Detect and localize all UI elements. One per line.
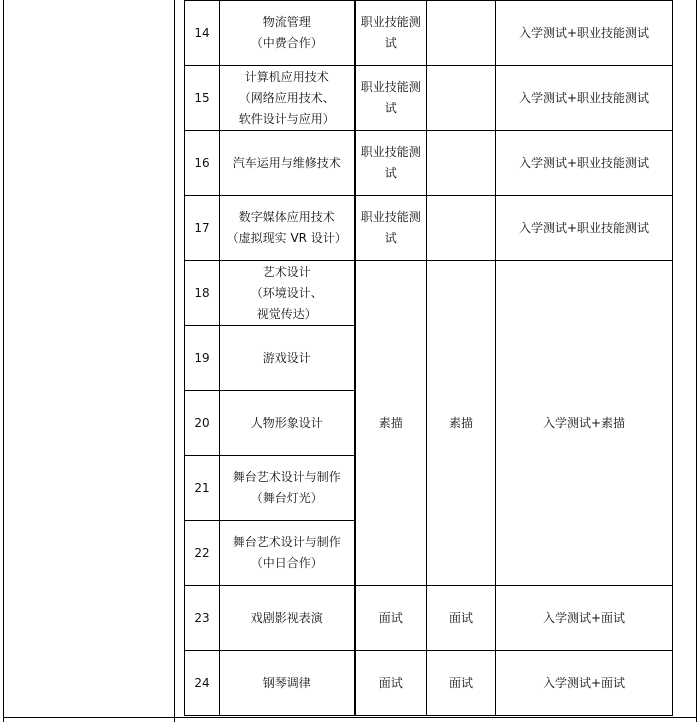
major-name: 游戏设计 (220, 326, 355, 391)
major-table (184, 0, 673, 716)
row-number: 14 (185, 1, 220, 66)
admission-method: 入学测试+面试 (496, 651, 673, 716)
major-name: 物流管理 （中费合作） (220, 1, 355, 66)
admission-method: 入学测试+职业技能测试 (496, 196, 673, 261)
test-subject-2 (427, 66, 496, 131)
row-number: 18 (185, 261, 220, 326)
test-subject-1: 面试 (355, 586, 427, 651)
row-number: 20 (185, 391, 220, 456)
admission-method: 入学测试+面试 (496, 586, 673, 651)
table-row (185, 261, 673, 326)
table-row (185, 131, 673, 196)
row-number: 23 (185, 586, 220, 651)
major-name: 舞台艺术设计与制作 （舞台灯光） (220, 456, 355, 521)
row-number: 19 (185, 326, 220, 391)
test-subject-2 (427, 196, 496, 261)
major-name: 数字媒体应用技术 （虚拟现实 VR 设计） (220, 196, 355, 261)
row-number: 24 (185, 651, 220, 716)
row-number: 17 (185, 196, 220, 261)
art-admission-method: 入学测试+素描 (496, 261, 673, 586)
row-number: 22 (185, 521, 220, 586)
table-row (185, 196, 673, 261)
admission-method: 入学测试+职业技能测试 (496, 66, 673, 131)
row-number: 21 (185, 456, 220, 521)
bottom-border (3, 717, 697, 718)
table-row (185, 1, 673, 66)
left-border (3, 0, 4, 722)
test-subject-2: 面试 (427, 651, 496, 716)
test-subject-2 (427, 131, 496, 196)
test-subject-1: 职业技能测试 (355, 196, 427, 261)
left-column-border (174, 0, 175, 722)
test-subject-1: 职业技能测试 (355, 131, 427, 196)
major-name: 舞台艺术设计与制作 （中日合作） (220, 521, 355, 586)
major-name: 计算机应用技术 （网络应用技术、 软件设计与应用） (220, 66, 355, 131)
table-row (185, 586, 673, 651)
admission-method: 入学测试+职业技能测试 (496, 131, 673, 196)
test-subject-1: 面试 (355, 651, 427, 716)
major-name: 汽车运用与维修技术 (220, 131, 355, 196)
row-number: 16 (185, 131, 220, 196)
major-name: 戏剧影视表演 (220, 586, 355, 651)
row-number: 15 (185, 66, 220, 131)
test-subject-1: 职业技能测试 (355, 1, 427, 66)
admission-method: 入学测试+职业技能测试 (496, 1, 673, 66)
table-row (185, 651, 673, 716)
major-name: 钢琴调律 (220, 651, 355, 716)
test-subject-1: 职业技能测试 (355, 66, 427, 131)
major-name: 人物形象设计 (220, 391, 355, 456)
test-subject-2 (427, 1, 496, 66)
major-name: 艺术设计 （环境设计、 视觉传达） (220, 261, 355, 326)
art-test-subject-1: 素描 (355, 261, 427, 586)
art-test-subject-2: 素描 (427, 261, 496, 586)
table-row (185, 66, 673, 131)
test-subject-2: 面试 (427, 586, 496, 651)
right-border (696, 0, 697, 722)
